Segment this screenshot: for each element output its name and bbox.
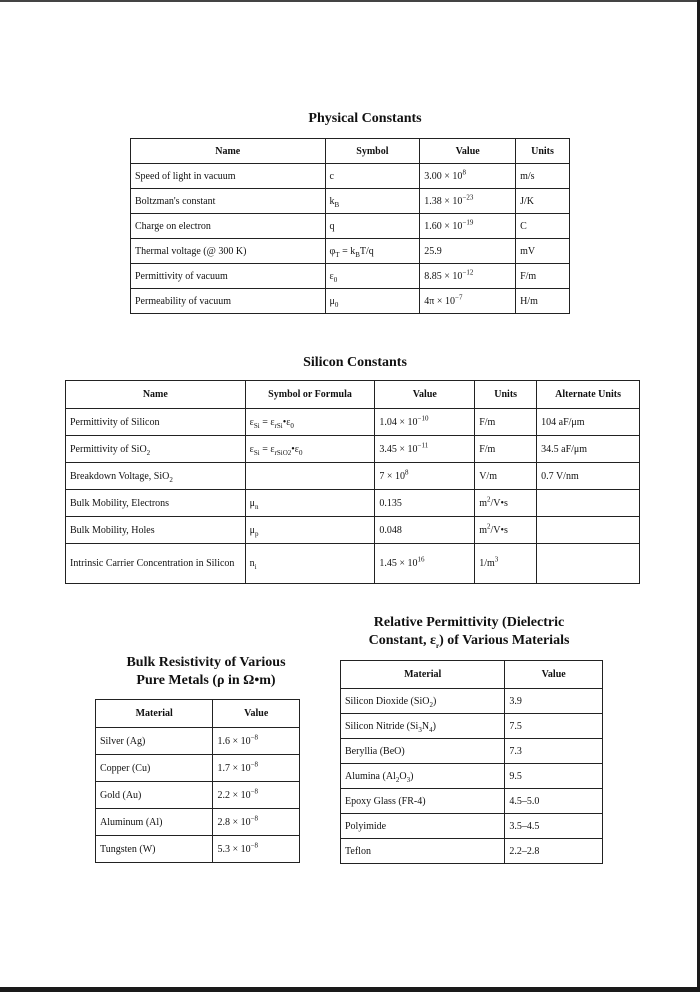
res-value: $1.7 \times 10^{-8}$ bbox=[213, 755, 300, 782]
table-row bbox=[96, 755, 300, 782]
si-alt-units: 0.7 V/nm bbox=[537, 463, 640, 490]
perm-material: Polyimide bbox=[341, 814, 505, 839]
col-header-value: Value bbox=[213, 700, 300, 728]
si-units: F/m bbox=[475, 436, 537, 463]
const-units: m/s bbox=[516, 164, 570, 189]
perm-value: 7.3 bbox=[505, 739, 603, 764]
perm-material: Silicon Nitride $(Si_3N_4)$ bbox=[341, 714, 505, 739]
const-symbol: $\varphi_T = k_BT/q$ bbox=[325, 239, 420, 264]
table-row bbox=[66, 463, 640, 490]
col-header-value: Value bbox=[375, 381, 475, 409]
table-row bbox=[66, 517, 640, 544]
col-header-symbol: Symbol bbox=[325, 139, 420, 164]
col-header-value: Value bbox=[505, 661, 603, 689]
si-name: Permittivity of Silicon bbox=[66, 409, 246, 436]
col-header-name: Name bbox=[131, 139, 326, 164]
const-value: $1.38 \times 10^{-23}$ bbox=[420, 189, 516, 214]
si-name: Bulk Mobility, Holes bbox=[66, 517, 246, 544]
table-row bbox=[66, 409, 640, 436]
scan-edge-bottom bbox=[0, 987, 700, 992]
const-units: F/m bbox=[516, 264, 570, 289]
si-value: 0.135 bbox=[375, 490, 475, 517]
table-row bbox=[131, 189, 570, 214]
silicon-constants-table bbox=[65, 380, 640, 584]
table-row bbox=[66, 544, 640, 584]
col-header-value: Value bbox=[420, 139, 516, 164]
perm-value: 4.5–5.0 bbox=[505, 789, 603, 814]
const-name: Speed of light in vacuum bbox=[131, 164, 326, 189]
si-value: $1.04 \times 10^{-10}$ bbox=[375, 409, 475, 436]
perm-value: 7.5 bbox=[505, 714, 603, 739]
physical-constants-table bbox=[130, 138, 570, 314]
res-material: Gold (Au) bbox=[96, 782, 213, 809]
table-row bbox=[341, 714, 603, 739]
perm-value: 2.2–2.8 bbox=[505, 839, 603, 864]
si-alt-units: 34.5 aF/μm bbox=[537, 436, 640, 463]
const-value: 25.9 bbox=[420, 239, 516, 264]
col-header-formula: Symbol or Formula bbox=[245, 381, 375, 409]
res-value: $2.8 \times 10^{-8}$ bbox=[213, 809, 300, 836]
si-formula: $\varepsilon_{Si}$ = $\varepsilon_{rSi}•\varepsilon_0$ bbox=[245, 409, 375, 436]
si-units: $m^2/V•s$ bbox=[475, 517, 537, 544]
si-name: Bulk Mobility, Electrons bbox=[66, 490, 246, 517]
const-symbol: q bbox=[325, 214, 420, 239]
table-row bbox=[66, 436, 640, 463]
col-header-material: Material bbox=[96, 700, 213, 728]
res-value: $2.2 \times 10^{-8}$ bbox=[213, 782, 300, 809]
perm-material: Beryllia (BeO) bbox=[341, 739, 505, 764]
col-header-units: Units bbox=[475, 381, 537, 409]
const-name: Boltzman's constant bbox=[131, 189, 326, 214]
si-formula: $n_i$ bbox=[245, 544, 375, 584]
const-value: $1.60 \times 10^{-19}$ bbox=[420, 214, 516, 239]
si-formula: $\varepsilon_{Si}$ = $\varepsilon_{rSiO2}•\varepsilon_0$ bbox=[245, 436, 375, 463]
table-row bbox=[131, 289, 570, 314]
perm-material: Epoxy Glass (FR-4) bbox=[341, 789, 505, 814]
table-row bbox=[341, 789, 603, 814]
perm-value: 9.5 bbox=[505, 764, 603, 789]
table-row bbox=[131, 239, 570, 264]
table-row bbox=[341, 764, 603, 789]
perm-material: Teflon bbox=[341, 839, 505, 864]
table-row bbox=[341, 689, 603, 714]
permittivity-title: Relative Permittivity (Dielectric Constant, $\varepsilon_r$) of Various Materials bbox=[368, 615, 570, 650]
const-name: Thermal voltage (@ 300 K) bbox=[131, 239, 326, 264]
const-units: H/m bbox=[516, 289, 570, 314]
res-value: $5.3 \times 10^{-8}$ bbox=[213, 836, 300, 863]
si-alt-units bbox=[537, 490, 640, 517]
const-value: $8.85 \times 10^{-12}$ bbox=[420, 264, 516, 289]
si-alt-units bbox=[537, 517, 640, 544]
table-row bbox=[96, 728, 300, 755]
const-units: J/K bbox=[516, 189, 570, 214]
si-alt-units: 104 aF/μm bbox=[537, 409, 640, 436]
table-row bbox=[96, 809, 300, 836]
table-row bbox=[66, 490, 640, 517]
si-units: V/m bbox=[475, 463, 537, 490]
si-formula: $\mu_n$ bbox=[245, 490, 375, 517]
perm-value: 3.9 bbox=[505, 689, 603, 714]
table-row bbox=[131, 214, 570, 239]
const-symbol: $k_B$ bbox=[325, 189, 420, 214]
const-units: mV bbox=[516, 239, 570, 264]
si-value: $1.45 \times 10^{16}$ bbox=[375, 544, 475, 584]
resistivity-title: Bulk Resistivity of Various Pure Metals (ρ in Ω•m) bbox=[126, 655, 286, 688]
si-name: Breakdown Voltage, SiO$_2$ bbox=[66, 463, 246, 490]
col-header-name: Name bbox=[66, 381, 246, 409]
si-name: Permittivity of SiO$_2$ bbox=[66, 436, 246, 463]
table-row bbox=[341, 739, 603, 764]
const-name: Permeability of vacuum bbox=[131, 289, 326, 314]
table-row bbox=[96, 836, 300, 863]
permittivity-table bbox=[340, 660, 603, 864]
si-value: 0.048 bbox=[375, 517, 475, 544]
si-formula bbox=[245, 463, 375, 490]
const-name: Permittivity of vacuum bbox=[131, 264, 326, 289]
const-value: $4\pi \times 10^{-7}$ bbox=[420, 289, 516, 314]
table-row bbox=[341, 814, 603, 839]
si-formula: $\mu_p$ bbox=[245, 517, 375, 544]
si-units: $1/m^3$ bbox=[475, 544, 537, 584]
si-units: F/m bbox=[475, 409, 537, 436]
table-row bbox=[131, 164, 570, 189]
res-value: $1.6 \times 10^{-8}$ bbox=[213, 728, 300, 755]
perm-value: 3.5–4.5 bbox=[505, 814, 603, 839]
col-header-units: Units bbox=[516, 139, 570, 164]
table-row bbox=[341, 839, 603, 864]
const-name: Charge on electron bbox=[131, 214, 326, 239]
perm-material: Silicon Dioxide (SiO$_2$) bbox=[341, 689, 505, 714]
si-alt-units bbox=[537, 544, 640, 584]
si-value: $7 \times 10^8$ bbox=[375, 463, 475, 490]
res-material: Tungsten (W) bbox=[96, 836, 213, 863]
const-symbol: c bbox=[325, 164, 420, 189]
res-material: Copper (Cu) bbox=[96, 755, 213, 782]
const-units: C bbox=[516, 214, 570, 239]
const-symbol: $\mu_0$ bbox=[325, 289, 420, 314]
scan-edge-top bbox=[0, 0, 700, 2]
resistivity-table bbox=[95, 699, 300, 863]
const-symbol: $\varepsilon_0$ bbox=[325, 264, 420, 289]
res-material: Aluminum (Al) bbox=[96, 809, 213, 836]
perm-material: Alumina $(Al_2O_3)$ bbox=[341, 764, 505, 789]
col-header-alt-units: Alternate Units bbox=[537, 381, 640, 409]
silicon-constants-title: Silicon Constants bbox=[303, 355, 407, 370]
res-material: Silver (Ag) bbox=[96, 728, 213, 755]
si-name: Intrinsic Carrier Concentration in Silicon bbox=[66, 544, 246, 584]
table-row bbox=[96, 782, 300, 809]
physical-constants-title: Physical Constants bbox=[308, 111, 422, 126]
table-row bbox=[131, 264, 570, 289]
const-value: $3.00 \times 10^8$ bbox=[420, 164, 516, 189]
si-units: $m^2/V•s$ bbox=[475, 490, 537, 517]
si-value: $3.45 \times 10^{-11}$ bbox=[375, 436, 475, 463]
col-header-material: Material bbox=[341, 661, 505, 689]
